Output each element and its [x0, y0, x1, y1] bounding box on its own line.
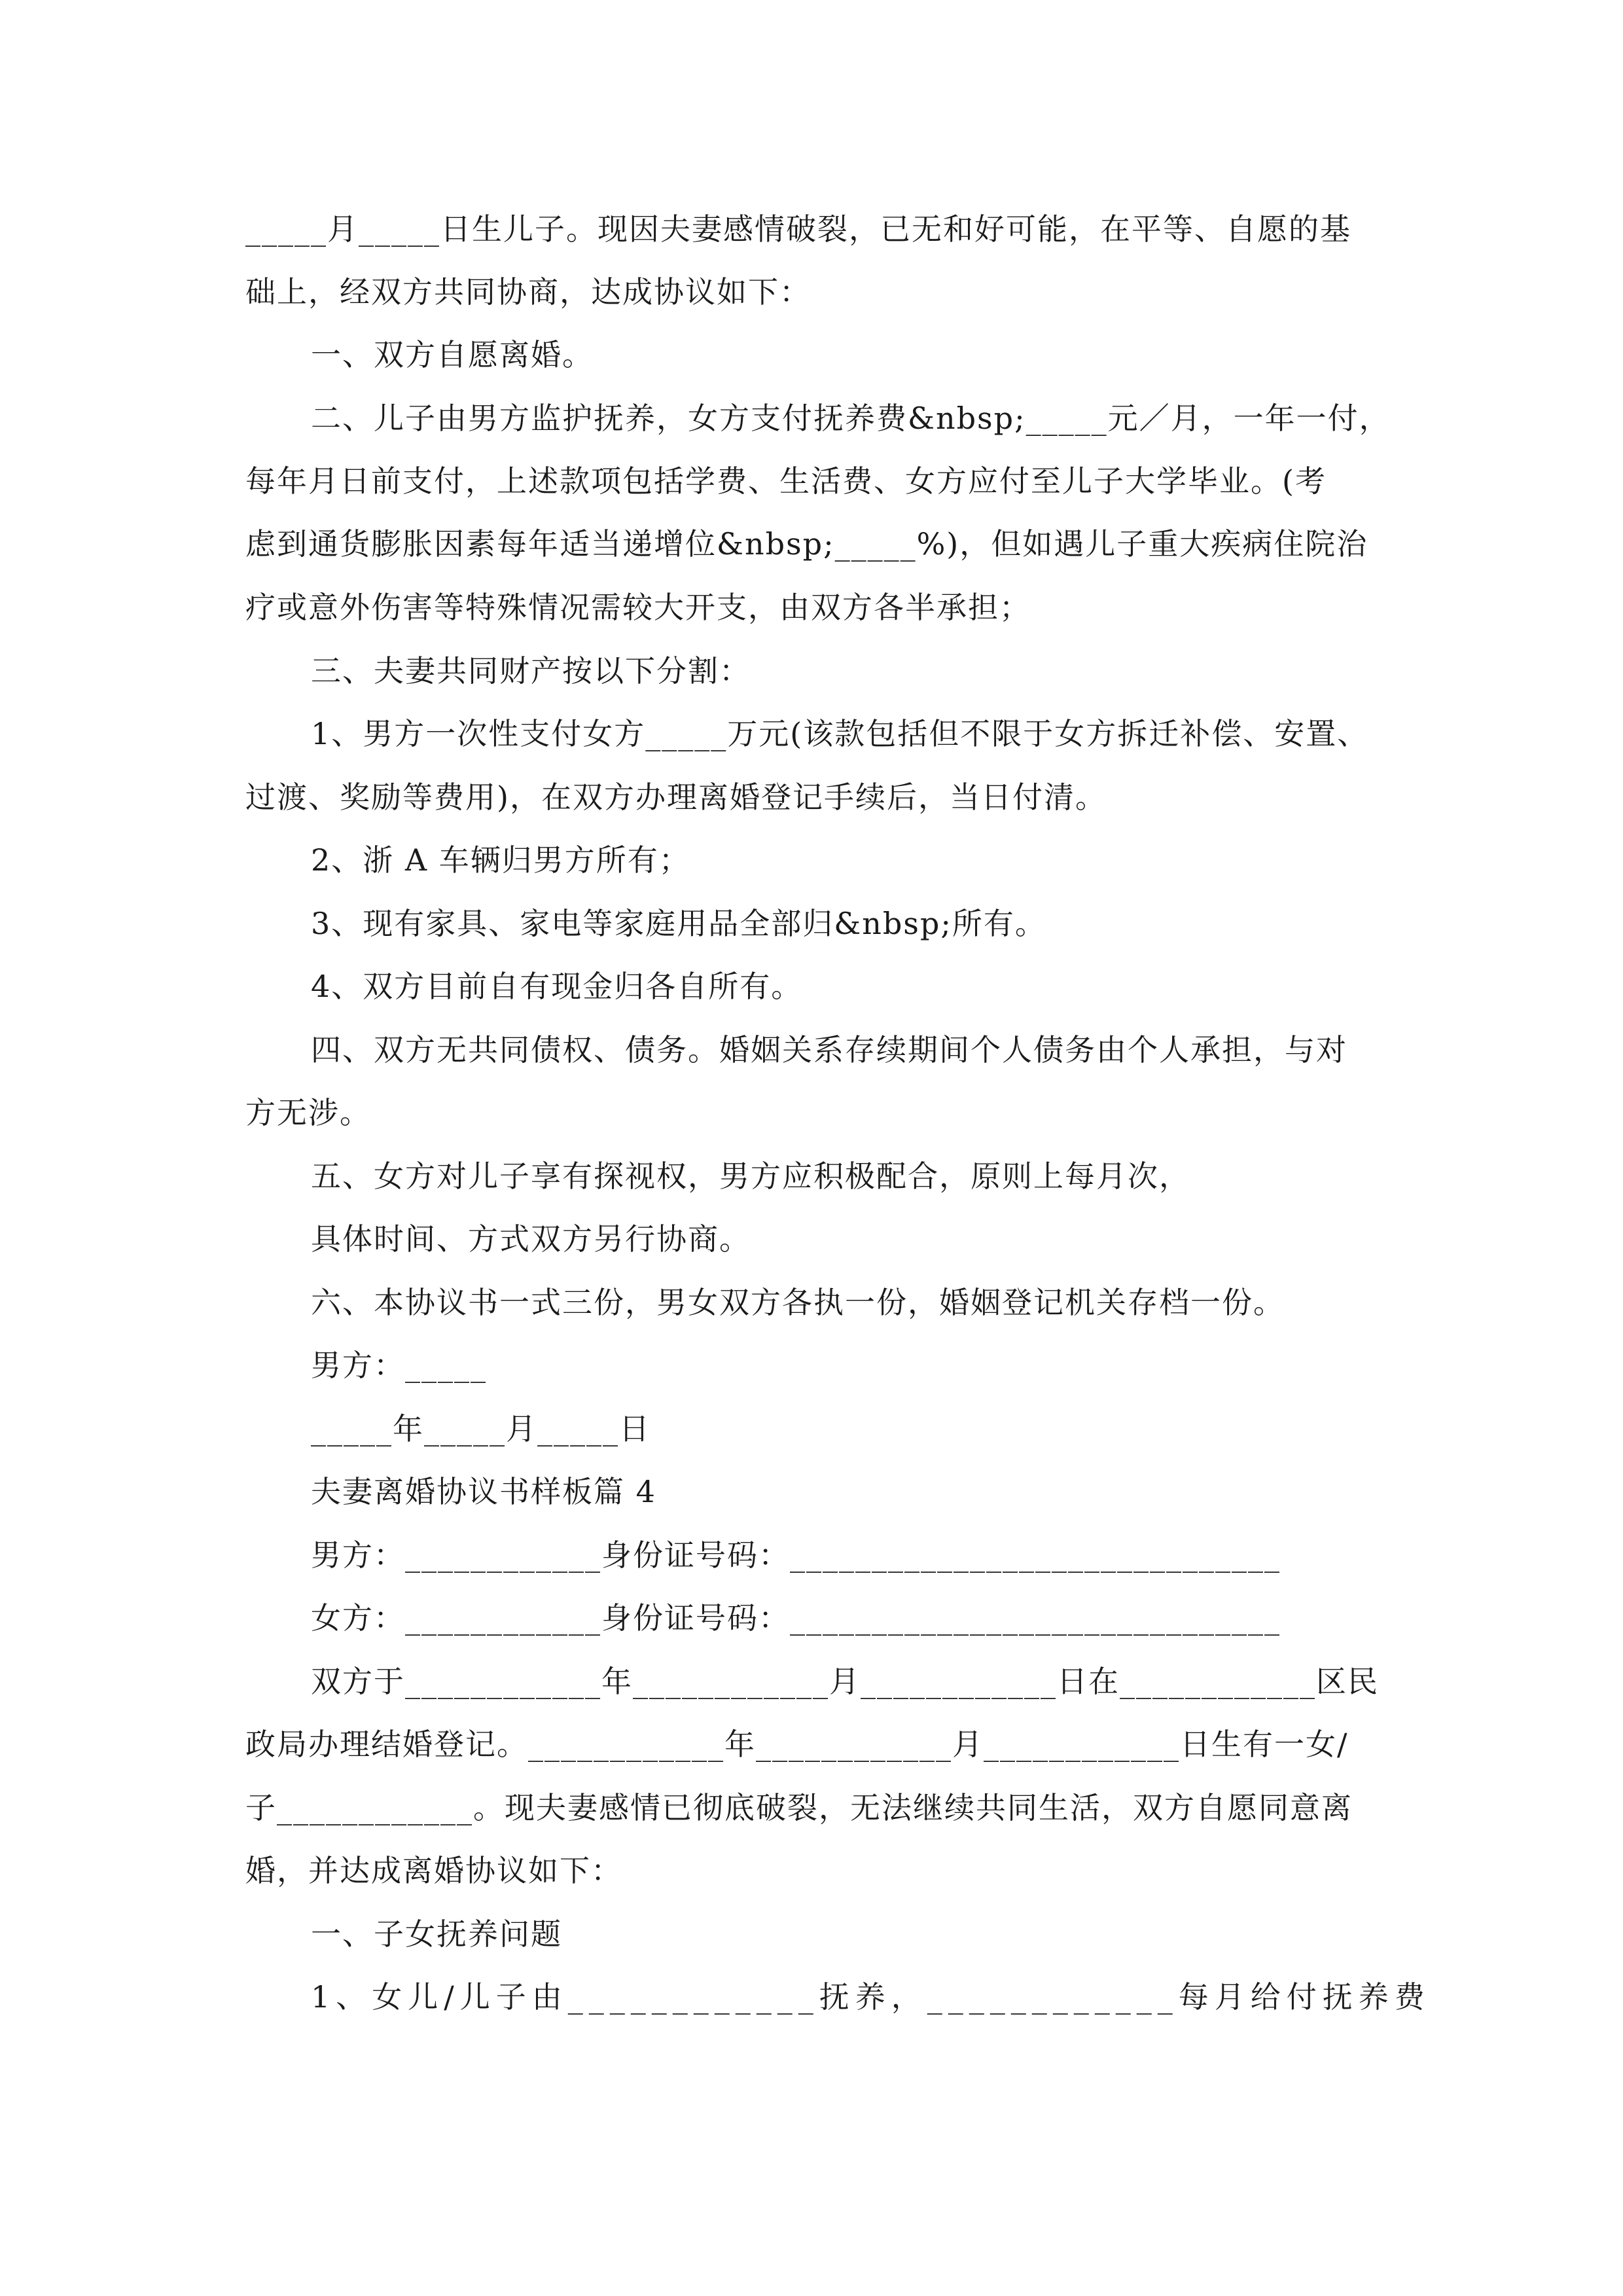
text-line: 2、浙 A 车辆归男方所有；: [311, 842, 690, 878]
text-line: 1、女儿/儿子由____________抚养，____________每月给付抚养费: [311, 1979, 1431, 2015]
text-line: _____月_____日生儿子。现因夫妻感情破裂，已无和好可能，在平等、自愿的基: [245, 211, 1351, 247]
text-line: 3、现有家具、家电等家庭用品全部归&nbsp;所有。: [311, 906, 1046, 941]
text-line: 女方：____________身份证号码：______________________________: [311, 1600, 1281, 1636]
signature-line: 男方：_____: [311, 1348, 487, 1383]
text-line: 具体时间、方式双方另行协商。: [311, 1221, 751, 1257]
text-line: 二、儿子由男方监护抚养，女方支付抚养费&nbsp;_____元／月，一年一付，: [311, 401, 1391, 436]
text-line: 三、夫妻共同财产按以下分割：: [311, 653, 751, 689]
date-line: _____年_____月_____日: [311, 1411, 651, 1446]
text-line: 虑到通货膨胀因素每年适当递增位&nbsp;_____%)，但如遇儿子重大疾病住院治: [245, 526, 1368, 562]
text-line: 一、双方自愿离婚。: [311, 337, 594, 372]
text-line: 子____________。现夫妻感情已彻底破裂，无法继续共同生活，双方自愿同意离: [245, 1790, 1353, 1825]
text-line: 过渡、奖励等费用)，在双方办理离婚登记手续后，当日付清。: [245, 780, 1107, 815]
text-line: 础上，经双方共同协商，达成协议如下：: [245, 274, 811, 310]
text-line: 1、男方一次性支付女方_____万元(该款包括但不限于女方拆迁补偿、安置、: [311, 716, 1369, 751]
text-line: 方无涉。: [245, 1095, 371, 1130]
text-line: 六、本协议书一式三份，男女双方各执一份，婚姻登记机关存档一份。: [311, 1285, 1285, 1320]
text-line: 五、女方对儿子享有探视权，男方应积极配合，原则上每月次，: [311, 1158, 1190, 1194]
text-line: 每年月日前支付，上述款项包括学费、生活费、女方应付至儿子大学毕业。(考: [245, 463, 1327, 499]
text-line: 婚，并达成离婚协议如下：: [245, 1853, 622, 1888]
section-title: 夫妻离婚协议书样板篇 4: [311, 1474, 656, 1509]
text-line: 双方于____________年____________月____________日在____________区民: [311, 1664, 1379, 1699]
text-line: 男方：____________身份证号码：______________________________: [311, 1537, 1281, 1573]
text-line: 政局办理结婚登记。____________年____________月____________日生有一女/: [245, 1727, 1349, 1762]
text-line: 一、子女抚养问题: [311, 1916, 562, 1952]
text-line: 疗或意外伤害等特殊情况需较大开支，由双方各半承担；: [245, 590, 1031, 625]
text-line: 四、双方无共同债权、债务。婚姻关系存续期间个人债务由个人承担，与对: [311, 1032, 1347, 1067]
text-line: 4、双方目前自有现金归各自所有。: [311, 969, 803, 1004]
